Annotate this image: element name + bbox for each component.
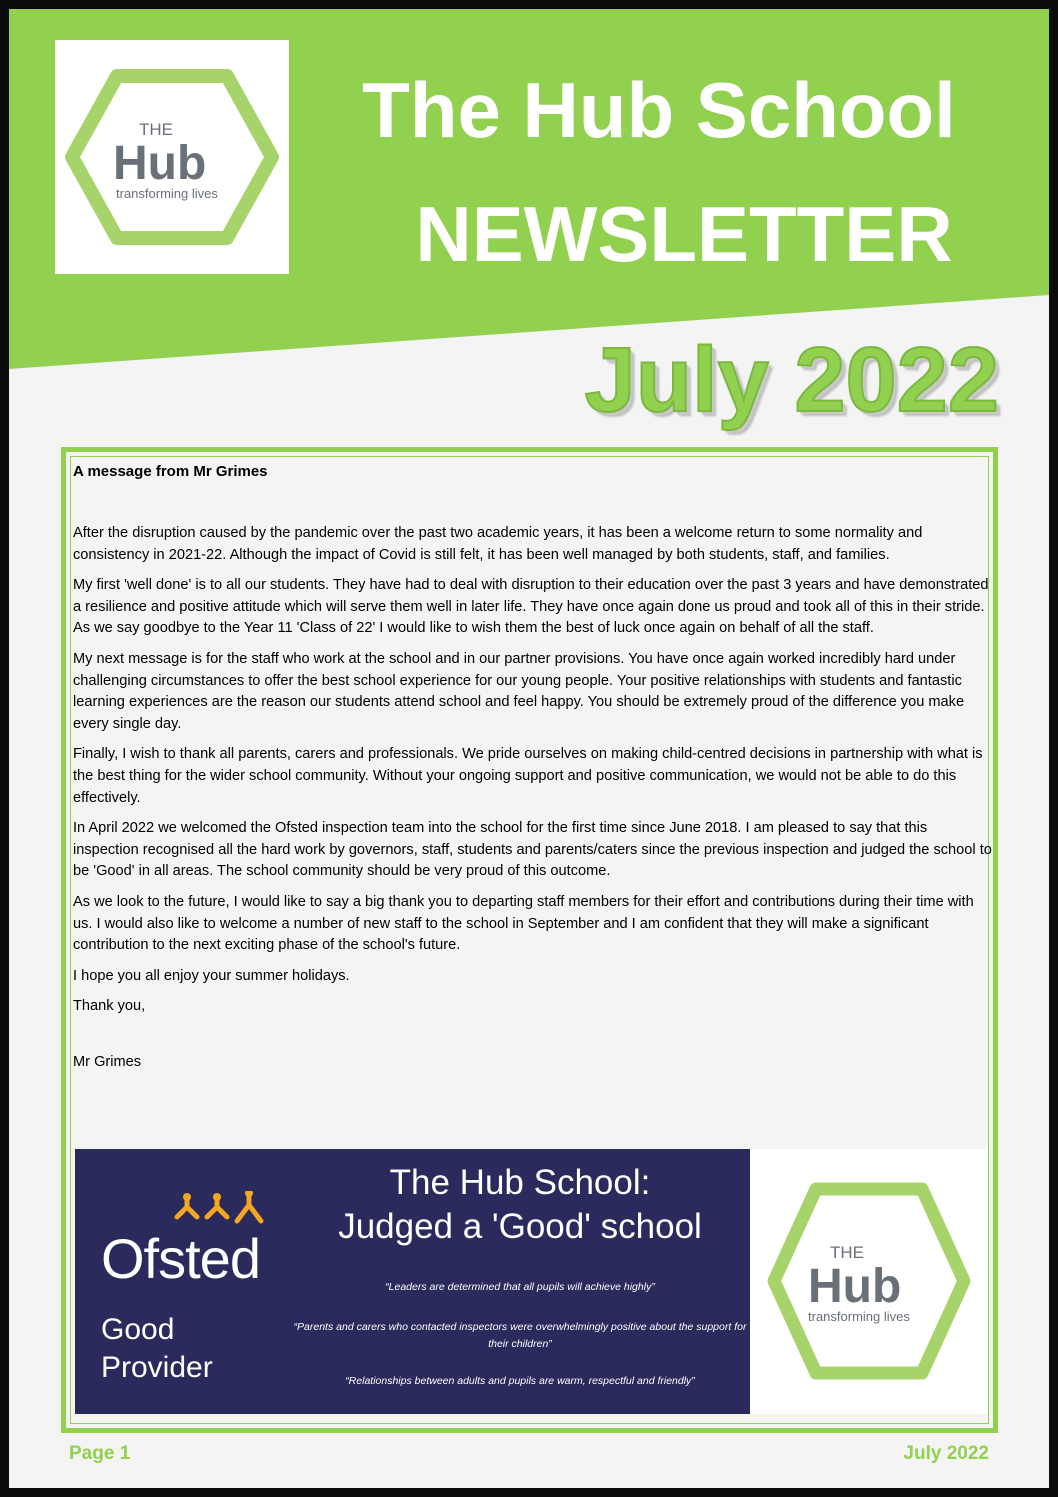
letter-paragraph: I hope you all enjoy your summer holidays. [73, 967, 350, 984]
logo-tagline-text: transforming lives [116, 186, 218, 201]
letter-paragraph: My next message is for the staff who work at the school and in our partner provisions. You have once again worked incredibly hard under challenging circumstances to offer the best school experience for our young people. Your positive relationships with students and fantastic learning experiences are the reason our students attend school and feel happy. You should be extremely proud of the difference you make every single day. [73, 650, 965, 732]
letter-paragraph: My first 'well done' is to all our students. They have had to deal with disruption to their education over the past 3 years and have demonstrated a resilience and positive attitude which will serve them well in later life. They have once again done us proud and took all of this in their stride. As we say goodbye to the Year 11 'Class of 22' I would like to wish them the best of luck once again on behalf of all the staff. [73, 577, 989, 637]
judged-good-headline [305, 1161, 735, 1249]
letter-paragraph: After the disruption caused by the pandemic over the past two academic years, it has been a welcome return to some normality and consistency in 2021-22. Although the impact of Covid is still felt, it has been well managed by both students, staff, and families. [73, 525, 923, 563]
newsletter-title-line2: NEWSLETTER [415, 190, 953, 278]
letter-signature: Mr Grimes [73, 1053, 142, 1070]
inspection-quote: “Parents and carers who contacted inspectors were overwhelmingly positive about the support for their children” [293, 1321, 747, 1350]
hub-logo-panel [750, 1149, 988, 1414]
ofsted-brand: Ofsted [101, 1227, 260, 1290]
newsletter-title-line1: The Hub School [362, 66, 956, 154]
page-number: Page 1 [69, 1443, 131, 1464]
rating-label [101, 1311, 213, 1387]
letter-paragraph: Finally, I wish to thank all parents, carers and professionals. We pride ourselves on making child-centred decisions in partnership with what is the best thing for the wider school community. Without your ongoing support and positive communication, we would not be able to do this effectively. [73, 746, 983, 806]
ofsted-stars-icon [167, 1191, 267, 1231]
hexagon-logo-icon [750, 1149, 988, 1414]
footer-date: July 2022 [903, 1443, 989, 1464]
logo-the-text: THE [139, 120, 173, 139]
logo-hub-text: Hub [113, 137, 207, 190]
letter-paragraph: In April 2022 we welcomed the Ofsted inspection team into the school for the first time since June 2018. I am pleased to say that this inspection recognised all the hard work by governors, staff, students and parents/caters since the previous inspection and judged the school to be 'Good' in all areas. The school community should be very proud of this outcome. [73, 820, 992, 880]
inspection-quote: “Leaders are determined that all pupils will achieve highly” [385, 1281, 655, 1293]
inspection-quote: “Relationships between adults and pupils are warm, respectful and friendly” [345, 1375, 695, 1387]
logo-hub-text: Hub [808, 1260, 902, 1313]
issue-date: July 2022 [584, 329, 999, 431]
rating-line1: Good [101, 1313, 175, 1346]
letter-heading: A message from Mr Grimes [73, 463, 268, 480]
headline-line1: The Hub School: [389, 1163, 651, 1202]
letter [73, 461, 993, 1082]
logo-the-text: THE [830, 1243, 864, 1262]
hub-logo [55, 40, 289, 274]
logo-tagline-text: transforming lives [808, 1309, 910, 1324]
ofsted-good-banner [75, 1149, 750, 1414]
letter-paragraph: As we look to the future, I would like to say a big thank you to departing staff members for their effort and contributions during their time with us. I would also like to welcome a number of new staff to the school in September and I am confident that they will make a significant contribution to the next exciting phase of the school's future. [73, 893, 974, 954]
headline-line2: Judged a 'Good' school [338, 1207, 702, 1246]
letter-paragraph: Thank you, [73, 998, 146, 1015]
hexagon-logo-icon [55, 40, 289, 274]
rating-line2: Provider [101, 1351, 213, 1384]
